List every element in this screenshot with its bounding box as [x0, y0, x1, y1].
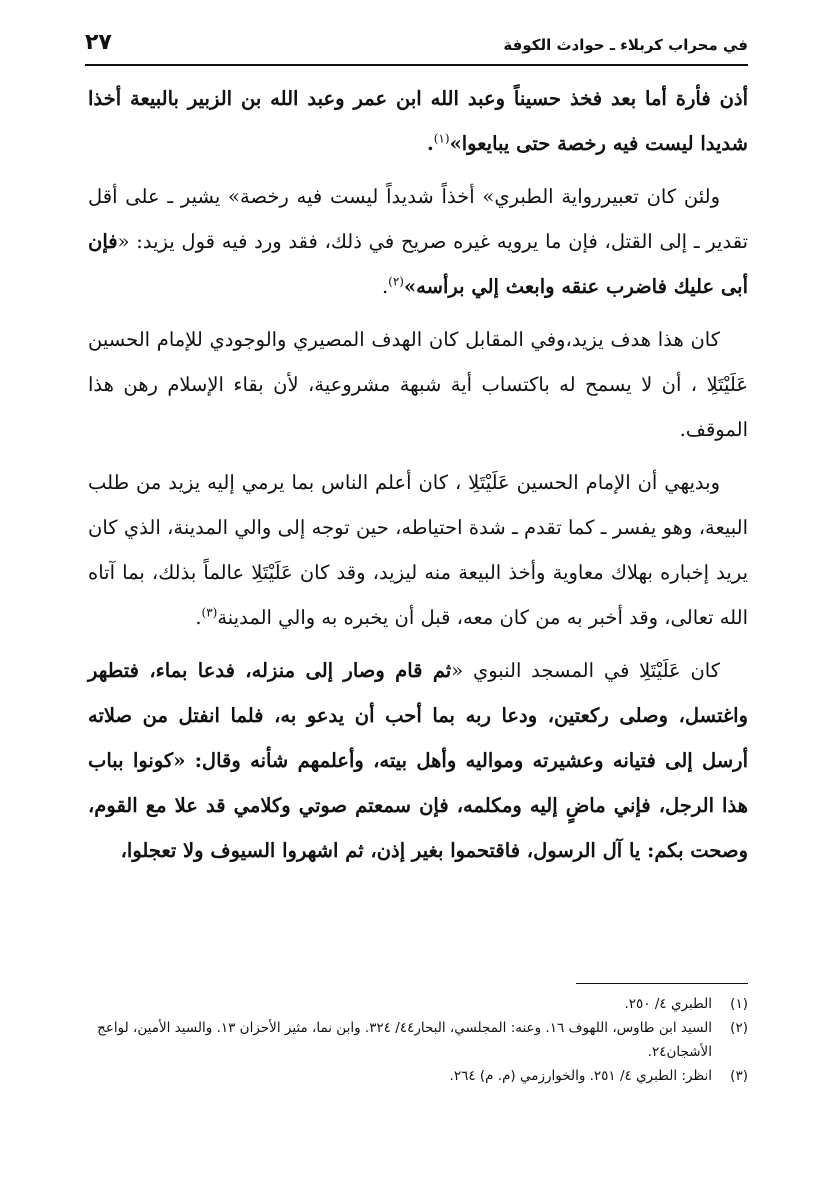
paragraph-4-text: وبديهي أن الإمام الحسين عَلَيْتَلِا ، كان أعلم الناس بما يرمي إليه يزيد من طلب البيعة، وهو يفسر ـ كما تقدم ـ شدة احتياطه، حين توجه إلى والي المدينة، الذي كان يريد إخباره بهلاك معاوية وأخذ البيعة منه ليزيد، وقد كان عَلَيْتَلِا عالماً بذلك، بما آتاه الله تعالى، وقد أخبر به من كان معه، قبل أن يخبره به والي المدينة	[88, 471, 748, 629]
footnote-text: الطبري ٤/ ٢٥٠.	[624, 996, 712, 1012]
footnote-text: انظر: الطبري ٤/ ٢٥١. والخوارزمي (م. م) ٢٦٤.	[449, 1068, 712, 1084]
page-number: ٢٧	[85, 30, 112, 55]
paragraph-3-text: كان هذا هدف يزيد،وفي المقابل كان الهدف المصيري والوجودي للإمام الحسين عَلَيْتَلِا ، أن لا يسمح له باكتساب أية شبهة مشروعية، لأن بقاء الإسلام رهن هذا الموقف.	[88, 328, 748, 441]
paragraph-2	[88, 174, 748, 309]
main-text	[88, 76, 748, 873]
footnote-2	[88, 1016, 748, 1064]
paragraph-1	[88, 76, 748, 166]
footnote-number: (٢)	[730, 1020, 748, 1036]
footnote-number: (٣)	[730, 1068, 748, 1084]
footnote-ref-3[interactable]: (٣)	[201, 605, 218, 620]
footnotes	[88, 992, 748, 1088]
paragraph-2-tail: .	[381, 275, 389, 298]
paragraph-5-quote: ثم قام وصار إلى منزله، فدعا بماء، فتطهر واغتسل، وصلى ركعتين، ودعا ربه بما أحب أن يدعو به، فلما انفتل من صلاته أرسل إلى فتيانه وعشيرته ومواليه وأهل بيته، وأعلمهم شأنه وقال: «كونوا بباب هذا الرجل، فإني ماضٍ إليه ومكلمه، فإن سمعتم صوتي وكلامي قد علا مع القوم، وصحت بكم: يا آل الرسول، فاقتحموا بغير إذن، ثم اشهروا السيوف ولا تعجلوا،	[88, 659, 748, 862]
footnote-ref-2[interactable]: (٢)	[388, 274, 404, 289]
paragraph-2-quote: فإن أبى عليك فاضرب عنقه وابعث إلي برأسه»	[88, 230, 748, 298]
paragraph-5-text: كان عَلَيْتَلِا في المسجد النبوي «	[451, 659, 720, 682]
header-divider	[85, 64, 748, 66]
footnote-1	[88, 992, 748, 1016]
footnote-divider	[576, 983, 748, 984]
footnote-ref-1[interactable]: (١)	[433, 131, 450, 146]
paragraph-5	[88, 648, 748, 873]
footnote-number: (١)	[730, 996, 748, 1012]
footnote-text: السيد ابن طاوس، اللهوف ١٦. وعنه: المجلسي، البحار٤٤/ ٣٢٤. وابن نما، مثير الأحزان ١٣. والسيد الأمين، لواعج الأشجان٢٤.	[97, 1020, 712, 1060]
paragraph-2-text: ولئن كان تعبيررواية الطبري» أخذاً شديداً ليست فيه رخصة» يشير ـ على أقل تقدير ـ إلى القتل، فإن ما يرويه غيره صريح في ذلك، فقد ورد فيه قول يزيد: «	[88, 185, 748, 253]
paragraph-3	[88, 317, 748, 452]
paragraph-1-tail: .	[426, 132, 434, 155]
paragraph-4	[88, 460, 748, 640]
footnote-3	[88, 1064, 748, 1088]
header-title: في محراب كربلاء ـ حوادث الكوفة	[503, 36, 748, 54]
paragraph-1-text: أذن فأرة أما بعد فخذ حسيناً وعبد الله ابن عمر وعبد الله بن الزبير بالبيعة أخذا شديدا ليست فيه رخصة حتى يبايعوا»	[88, 87, 748, 155]
paragraph-4-tail: .	[195, 606, 202, 629]
running-header	[85, 30, 748, 64]
